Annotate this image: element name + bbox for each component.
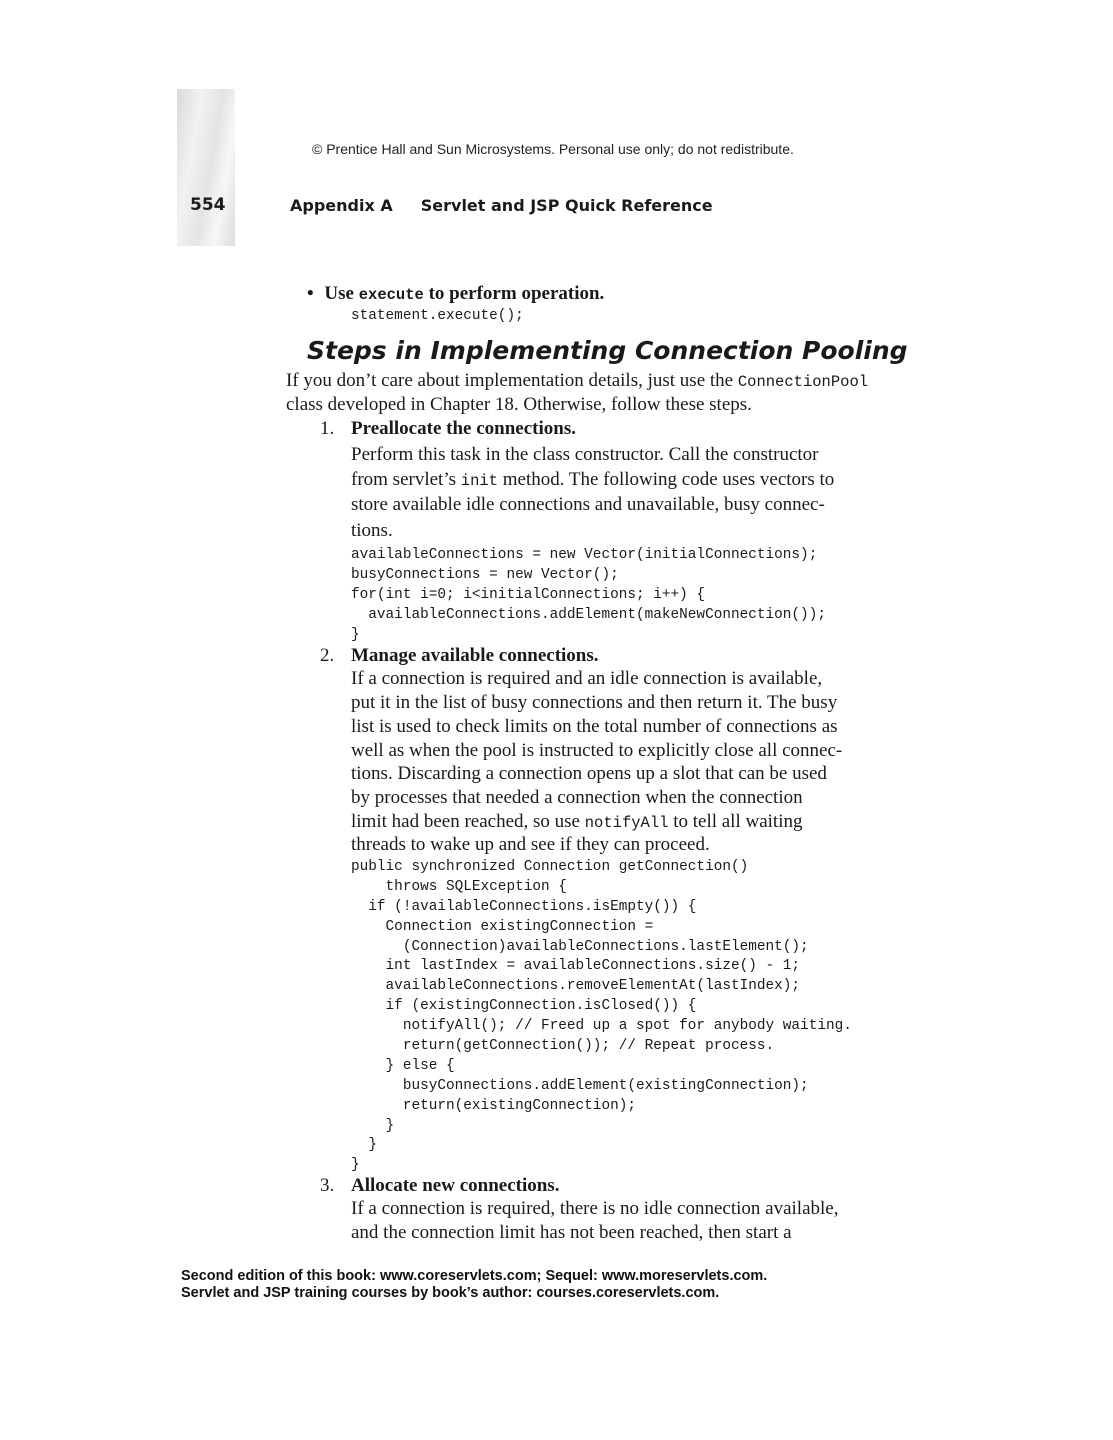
code-line: return(existingConnection); — [351, 1097, 636, 1114]
step-2-line-4: well as when the pool is instructed to explicitly close all connec- — [351, 740, 843, 761]
code-line: availableConnections = new Vector(initialConnections); — [351, 547, 818, 563]
running-head — [290, 196, 713, 215]
step-1-number: 1. — [320, 418, 335, 439]
code-line: } — [351, 626, 360, 643]
bullet-symbol: • — [307, 283, 314, 304]
step-2-text: limit had been reached, so use — [351, 811, 580, 832]
step-2-line-5: tions. Discarding a connection opens up a slot that can be used — [351, 763, 827, 784]
code-line: throws SQLException { — [351, 878, 567, 895]
intro-line-1 — [286, 370, 868, 392]
step-1-line-3: store available idle connections and unavailable, busy connec- — [351, 494, 825, 515]
footer-line-2: Servlet and JSP training courses by book’s author: courses.coreservlets.com. — [181, 1285, 720, 1301]
code-line: availableConnections.addElement(makeNewConnection()); — [351, 606, 826, 623]
intro-text: If you don’t care about implementation details, just use the — [286, 370, 734, 391]
appendix-label: Appendix A — [290, 196, 393, 215]
page-number: 554 — [190, 195, 226, 215]
step-2-line-6: by processes that needed a connection when the connection — [351, 787, 803, 808]
copyright-notice: © Prentice Hall and Sun Microsystems. Personal use only; do not redistribute. — [312, 141, 794, 157]
footer-line-1: Second edition of this book: www.coreservlets.com; Sequel: www.moreservlets.com. — [181, 1268, 768, 1284]
step-2-number: 2. — [320, 645, 335, 666]
step-3-title: Allocate new connections. — [351, 1175, 560, 1196]
step-1-text: from servlet’s — [351, 469, 457, 490]
step-2-line-7 — [351, 811, 802, 833]
step-3-line-1: If a connection is required, there is no idle connection available, — [351, 1198, 839, 1219]
code-line: notifyAll(); // Freed up a spot for anybody waiting. — [351, 1018, 852, 1035]
section-heading: Steps in Implementing Connection Pooling — [307, 336, 908, 365]
step-3-number: 3. — [320, 1175, 335, 1196]
step-2-code-block — [351, 858, 852, 1176]
code-line: if (!availableConnections.isEmpty()) { — [351, 898, 697, 915]
code-line: int lastIndex = availableConnections.size() - 1; — [351, 958, 801, 975]
step-1-code-block — [351, 546, 826, 645]
code-line: availableConnections.removeElementAt(lastIndex); — [351, 978, 801, 995]
step-2-text: to tell all waiting — [673, 811, 803, 832]
code-line: } — [351, 1117, 395, 1134]
page-thumb-tab — [177, 89, 235, 246]
code-line: for(int i=0; i<initialConnections; i++) { — [351, 586, 706, 603]
code-line: } — [351, 1137, 377, 1154]
code-line: if (existingConnection.isClosed()) { — [351, 998, 697, 1015]
bullet-text-after: to perform operation. — [428, 283, 605, 304]
step-2-line-1: If a connection is required and an idle connection is available, — [351, 668, 823, 689]
code-line: } — [351, 1157, 360, 1174]
step-1-text: method. The following code uses vectors to — [502, 469, 835, 490]
bullet-text-before: Use — [324, 283, 354, 304]
code-line: busyConnections = new Vector(); — [351, 566, 619, 583]
step-1-code-inline: init — [460, 472, 498, 490]
code-line: } else { — [351, 1057, 455, 1074]
appendix-title: Servlet and JSP Quick Reference — [420, 196, 713, 215]
step-1-line-4: tions. — [351, 520, 393, 541]
bullet-item — [307, 283, 604, 305]
intro-code: ConnectionPool — [737, 373, 869, 391]
step-2-code-inline: notifyAll — [584, 814, 669, 832]
step-1-line-2 — [351, 469, 834, 491]
code-line: Connection existingConnection = — [351, 918, 654, 935]
step-1-line-1: Perform this task in the class constructor. Call the constructor — [351, 444, 819, 465]
bullet-code: execute — [358, 286, 424, 304]
bullet-example-code: statement.execute(); — [351, 308, 524, 324]
code-line: (Connection)availableConnections.lastElement(); — [351, 938, 809, 955]
step-1-title: Preallocate the connections. — [351, 418, 576, 439]
code-line: busyConnections.addElement(existingConnection); — [351, 1077, 809, 1094]
step-3-line-2: and the connection limit has not been reached, then start a — [351, 1222, 792, 1243]
step-2-title: Manage available connections. — [351, 645, 599, 666]
step-2-line-8: threads to wake up and see if they can proceed. — [351, 834, 710, 855]
code-line: return(getConnection()); // Repeat process. — [351, 1038, 775, 1055]
step-2-line-3: list is used to check limits on the total number of connections as — [351, 716, 838, 737]
intro-line-2: class developed in Chapter 18. Otherwise, follow these steps. — [286, 394, 752, 415]
code-line: public synchronized Connection getConnection() — [351, 859, 749, 875]
step-2-line-2: put it in the list of busy connections and then return it. The busy — [351, 692, 838, 713]
